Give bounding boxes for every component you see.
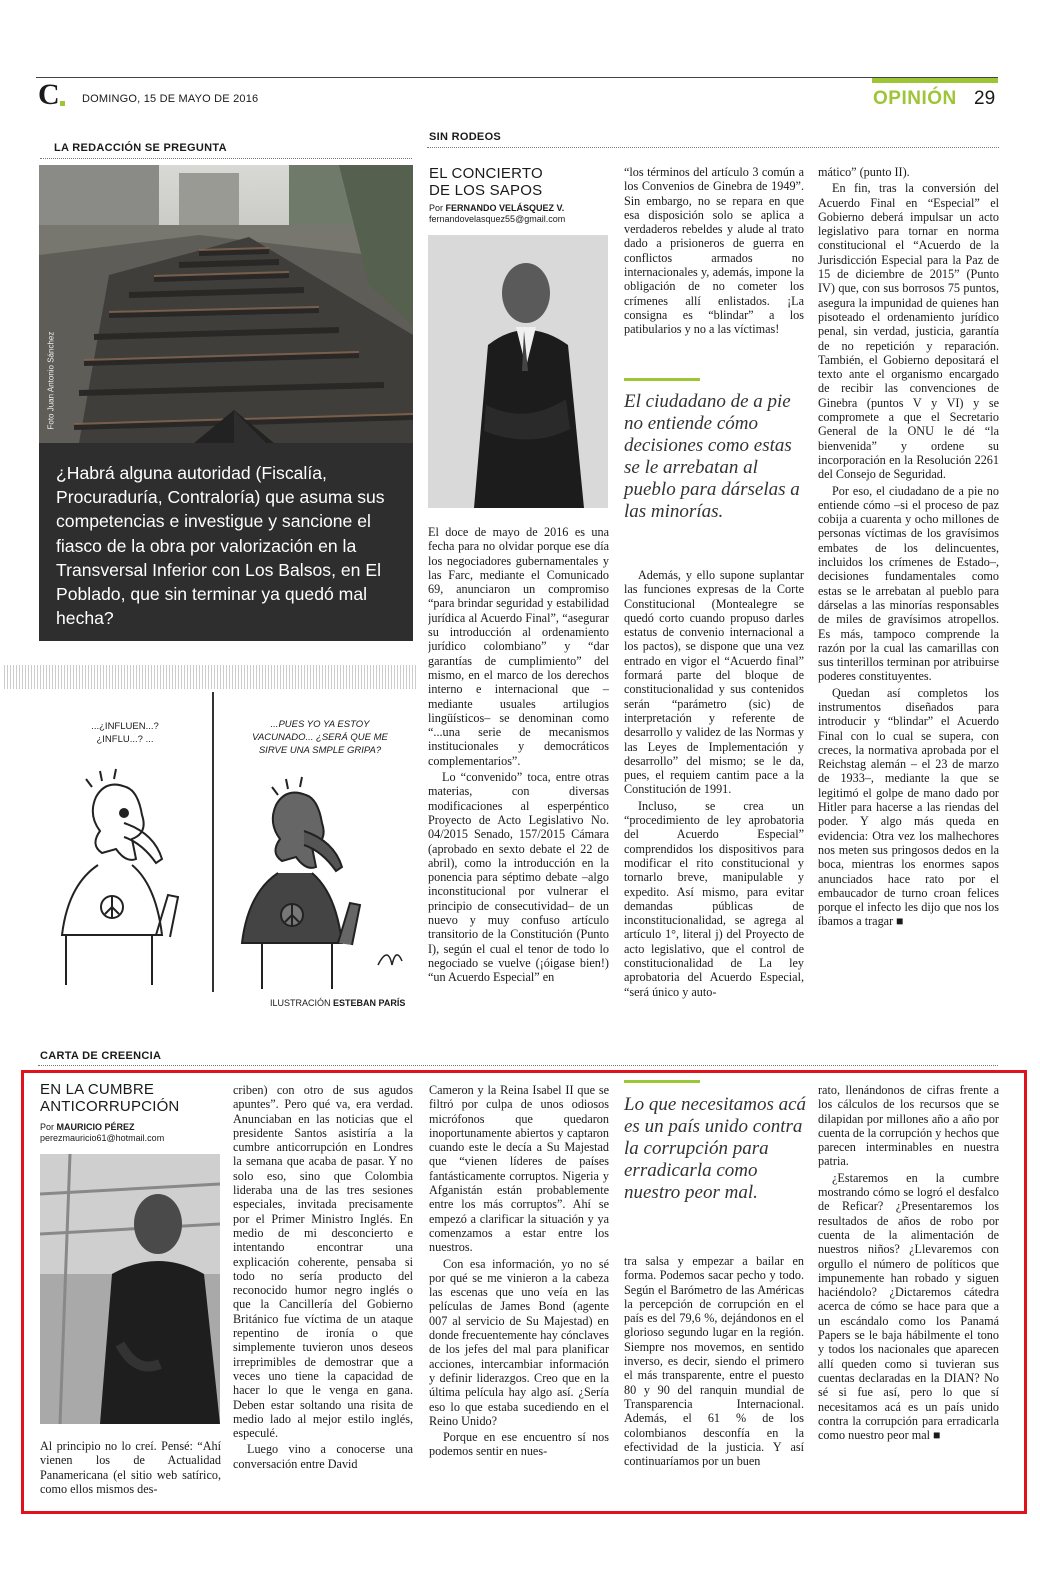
page-number: 29: [974, 88, 996, 109]
cartoon-bubble-right: ...PUES YO YA ESTOY VACUNADO... ¿SERÁ QUE ME SIRVE UNA SMPLE GRIPA?: [252, 719, 388, 756]
sin-rodeos-col3-p3: Por eso, el ciudadano de a pie no entiende cómo –si el proceso de paz cobija a cuarenta y ocho millones de personas víctimas de los gravísimos embates de los delincuentes, incluidos los crímenes de Estado–, decisiones fundamentales como estas se le arrebatan al pueblo para dárselas a las minorías responsables de miles de gravísimos atropellos. Es más, tampoco comprende la razón por la cual las camarillas con sus tinterillos terminan por atribuirse poderes constituyentes.: [818, 483, 999, 684]
sin-rodeos-col2-bottom: [624, 568, 804, 1014]
question-box-notch: [234, 411, 268, 445]
sin-rodeos-col2-bottom-p2: Incluso, se crea un “procedimiento de ley aprobatoria del Acuerdo Especial” comprendidos los dispositivos para modificar el rito constitucional y tornarlo breve, manipulable y expedito. Así mismo, para evitar demandas públicas de inconstitucionalidad, se agrega al artículo 1°, literal j) del Proyecto de acto legislativo, que el control de constitucionalidad de La ley aprobatoria del Acuerdo Especial, “será único y auto-: [624, 798, 804, 999]
carta-byline-prefix: Por: [40, 1122, 55, 1132]
carta-col2-p2: Luego vino a conocerse una conversación entre David: [233, 1442, 413, 1471]
sin-rodeos-col1-p1: El doce de mayo de 2016 es una fecha para no olvidar porque ese día los negociadores gubernamentales y las Farc, mediante el Comunicado 69, anunciaron un compromiso “para brindar seguridad y estabilidad jurídica al Acuerdo Final”, “asegurar su introducción al ordenamiento jurídico colombiano” y “dar garantías de cumplimiento” del mismo, en el marco de los derechos interno e internacional que –mediante usuales artilugios lingüísticos– se denominan como “...una serie de mecanismos institucionales y democráticos complementarios”.: [428, 525, 609, 768]
sin-rodeos-title-line1: EL CONCIERTO: [429, 165, 543, 182]
redaccion-question: ¿Habrá alguna autoridad (Fiscalía, Procuraduría, Contraloría) que asuma sus competencias e investigue y sancione el fiasco de la obra por valorización en la Transversal Inferior con Los Balsos, en El Poblado, que sin terminar ya quedó mal hecha?: [56, 463, 385, 629]
sin-rodeos-byline-prefix: Por: [429, 203, 444, 213]
fernando-portrait-graphic: [428, 235, 608, 508]
carta-title: [40, 1081, 179, 1115]
cartoon-credit-prefix: ILUSTRACIÓN: [270, 998, 331, 1008]
sin-rodeos-col1: [428, 525, 609, 1015]
sin-rodeos-col3-p2: En fin, tras la conversión del Acuerdo Final en “Especial” el Gobierno deberá impulsar un acto legislativo para tornar en norma constitucional el “Acuerdo de la Jurisdicción Especial para la Paz de 15 de diciembre de 2015” (Punto IV) que, con sus borrosos 75 puntos, asegura la impunidad de quienes han pisoteado el ordenamiento jurídico penal, sin verdad, justicia, garantía de no repetición y reparación. También, el Gobierno depositará el texto ante el organismo encargado de recibir las convenciones de Ginebra (puntos V y VI) y se compromete a que el Secretario General de la ONU le dé “la bienvenida” y ordene su incorporación en la Resolución 2261 del Consejo de Seguridad.: [818, 181, 999, 482]
carta-kicker: CARTA DE CREENCIA: [40, 1050, 162, 1062]
carta-col3-p2: Con esa información, yo no sé por qué se me vinieron a la cabeza las escenas que uno veía en las películas de James Bond (agente 007 al servicio de Su Majestad) en donde frecuentemente hay cónclaves de los jefes del mal para planificar acciones, intercambiar información y definir liderazgos. Creo que en la última película hay algo así. ¿Sería eso lo que estaba sucediendo en el Reino Unido?: [429, 1256, 609, 1428]
sin-rodeos-pullquote-bar: [624, 378, 700, 381]
cartoon-credit: [270, 998, 405, 1008]
sin-rodeos-col1-p2: Lo “convenido” toca, entre otras materias, con diversas modificaciones al esperpéntico Proyecto de Acto Legislativo No. 04/2015 Senado, 157/2015 Cámara (aprobado en sexto debate el 22 de abril), como la introducción en la ponencia para séptimo debate –algo inconstitucional por vulnerar el principio de consecutividad– de un nuevo y muy confuso artículo transitorio de la Constitución (Punto I), según el cual el tenor de todo lo negociado se vuelve (¡óigase bien!) “un Acuerdo Especial” en: [428, 770, 609, 985]
carta-col3-p1: Cameron y la Reina Isabel II que se filtró por culpa de unos odiosos micrófonos que quedaron inoportunamente abiertos y captaron cuando este le decía a Su Majestad que “vienen líderes de países fantásticamente corruptos. Nigeria y Afganistán están probablemente entre los más corruptos”. Ahí se empezó a clarificar la situación y ya comenzamos a estar entre los nuestros.: [429, 1083, 609, 1255]
sin-rodeos-rule: [427, 147, 999, 148]
sin-rodeos-byline: [429, 203, 565, 225]
sin-rodeos-col3-p4: Quedan así completos los instrumentos diseñados para introducir y “blindar” el Acuerdo Final con lo cual se supera, con creces, la normativa aprobada por el Reichstag alemán – el 23 de marzo de 1933–, mediante la que se legitimó el golpe de mano dado por Hitler para hacerse a las riendas del poder. Y algo más queda en evidencia: Otra vez los malhechores nos meten sus pringosos dedos en la boca, mientras los enormes sapos anunciados hace rato por el embaucador de turno croan felices porque el infecto les dijo que nos los íbamos a tragar ■: [818, 685, 999, 929]
mauricio-portrait: [40, 1154, 220, 1424]
sin-rodeos-col3-p1: mático” (punto II).: [818, 165, 910, 179]
construction-photo-graphic: [39, 165, 413, 443]
carta-col5-p1: rato, llenándonos de cifras frente a los cálculos de los recursos que se dilapidan por millones año a año por cuenta de la corrupción y hechos que parecen interminables en nuestra patria.: [818, 1083, 999, 1169]
sin-rodeos-pullquote: El ciudadano de a pie no entiende cómo decisiones como estas se le arrebatan al pueblo para dárselas a las minorías.: [624, 391, 800, 522]
logo-dot: [60, 101, 65, 106]
photo-credit: Foto Juan Antonio Sánchez: [46, 331, 56, 430]
top-rule: [36, 77, 998, 78]
carta-col5: [818, 1083, 999, 1503]
carta-pullquote-bar: [624, 1080, 700, 1083]
section-accent-bar: [872, 78, 998, 83]
carta-byline: [40, 1122, 164, 1144]
cartoon-halftone: [4, 665, 416, 689]
sin-rodeos-col2-bottom-p1: Además, y ello supone suplantar las funciones expresas de la Corte Constitucional (Montealegre se quedó corto cuando propuso darles estatus de convenio internacional a los pactos), se dispone que una vez entrado en vigor el “Acuerdo final” formará parte del bloque de constitucionalidad y sus contenidos serán “parámetro (sic) de interpretación y referente de desarrollo y validez de las Normas y las Leyes de Implementación y desarrollo” del mismo; se le da, pues, el requiem cantim pace a la Constitución de 1991.: [624, 568, 804, 797]
carta-col4-p1: tra salsa y empezar a bailar en forma. Podemos sacar pecho y todo. Según el Barómetro de las Américas la percepción de corrupción en el país es del 79,6 %, dejándonos en el glorioso segundo lugar en la región. Siempre nos movemos, en sentido inverso, es decir, siendo el primero el más transparente, entre el puesto 80 y 90 del ranquin mundial de Transparencia Internacional. Además, el 61 % de los colombianos desconfía en la efectividad de la justicia. Y así continuaríamos por un buen: [624, 1254, 804, 1469]
carta-title-line2: ANTICORRUPCIÓN: [40, 1098, 180, 1115]
sin-rodeos-title-line2: DE LOS SAPOS: [429, 182, 543, 199]
carta-col5-p2: ¿Estaremos en la cumbre mostrando cómo se logró el desfalco de Reficar? ¿Presentaremos los resultados de años de robo por cuenta de la alimentación de nuestros niños? ¿Llevaremos con orgullo el número de políticos que impunemente han robado y siguen haciéndolo? ¿Dictaremos cátedra acerca de cómo se hace para que a un escándalo como los Panamá Papers se le baja hábilmente el tono y todos los nacionales que aparecen allí queden como si tuvieran sus cuentas declaradas en la DIAN? No sé si fue así, pero lo que sí necesitamos acá es un país unido contra la corrupción para erradicarla como nuestro peor mal ■: [818, 1170, 999, 1443]
carta-col4: [624, 1254, 804, 1502]
sin-rodeos-col3: [818, 165, 999, 1015]
carta-author: MAURICIO PÉREZ: [56, 1122, 135, 1132]
sin-rodeos-col2-top: [624, 165, 804, 355]
fernando-portrait: [428, 235, 608, 508]
carta-col3-p3: Porque en ese encuentro sí nos podemos sentir en nues-: [429, 1430, 609, 1459]
cartoon-bubble-left: ...¿INFLUEN...? ¿INFLU...? ...: [91, 721, 159, 745]
section-name: OPINIÓN: [873, 88, 957, 109]
carta-pullquote: Lo que necesitamos acá es un país unido contra la corrupción para erradicarla como nuestro peor mal.: [624, 1094, 807, 1203]
carta-col2: [233, 1083, 413, 1503]
issue-date: DOMINGO, 15 DE MAYO DE 2016: [82, 93, 259, 105]
carta-col1: [40, 1439, 221, 1501]
newspaper-logo: C: [38, 78, 60, 111]
sin-rodeos-author: FERNANDO VELÁSQUEZ V.: [445, 203, 565, 213]
carta-col1-p1: Al principio no lo creí. Pensé: “Ahí vienen los de Actualidad Panamericana (el sitio web satírico, como ellos mismos des-: [40, 1439, 221, 1496]
carta-col2-p1: criben) con otro de sus agudos apuntes”. Pero qué va, era verdad. Anunciaban en las noticias que el presidente Santos asistiría a la cumbre anticorrupción en Londres la semana que acaba de pasar. Y no solo eso, sino que Colombia lideraba una de las tres sesiones especiales, invitada precisamente por el Primer Ministro Inglés. En medio de mi desconcierto e intentando encontrar una explicación coherente, pensaba si todo no sería producto del reconocido humor negro inglés o que la Cancillería del Gobierno Británico fue víctima de un ataque repentino de ironía o que simplemente tuvieron unos deseos irreprimibles de demostrar que a veces uno tiene la capacidad de hacer lo que le venga en gana. Deben estar soltando una risita de medio lado al mejor estilo inglés, especulé.: [233, 1083, 413, 1441]
cartoon-divider: [212, 692, 214, 992]
construction-photo: [39, 165, 413, 443]
redaccion-kicker: LA REDACCIÓN SE PREGUNTA: [54, 142, 227, 154]
carta-title-line1: EN LA CUMBRE: [40, 1081, 155, 1098]
sin-rodeos-email: fernandovelasquez55@gmail.com: [429, 214, 566, 224]
redaccion-kicker-rule: [40, 158, 412, 159]
sin-rodeos-title: [429, 165, 543, 199]
sin-rodeos-kicker: SIN RODEOS: [429, 131, 502, 143]
sin-rodeos-col2-top-p1: “los términos del artículo 3 común a los Convenios de Ginebra de 1949”. Sin embargo, no se repara en que esa disposición solo se aplica a verdaderos rebeldes y alude al trato dado a prisioneros de guerra en conflictos armados no internacionales y, además, impone la obligación de no cometer los crímenes allí enlistados. ¡La consigna es “blindar” a los patibularios y no a las víctimas!: [624, 165, 804, 337]
mauricio-portrait-graphic: [40, 1154, 220, 1424]
cartoon-credit-name: ESTEBAN PARÍS: [333, 998, 406, 1008]
carta-email: perezmauricio61@hotmail.com: [40, 1133, 165, 1143]
carta-kicker-rule: [38, 1065, 998, 1066]
carta-col3: [429, 1083, 609, 1503]
